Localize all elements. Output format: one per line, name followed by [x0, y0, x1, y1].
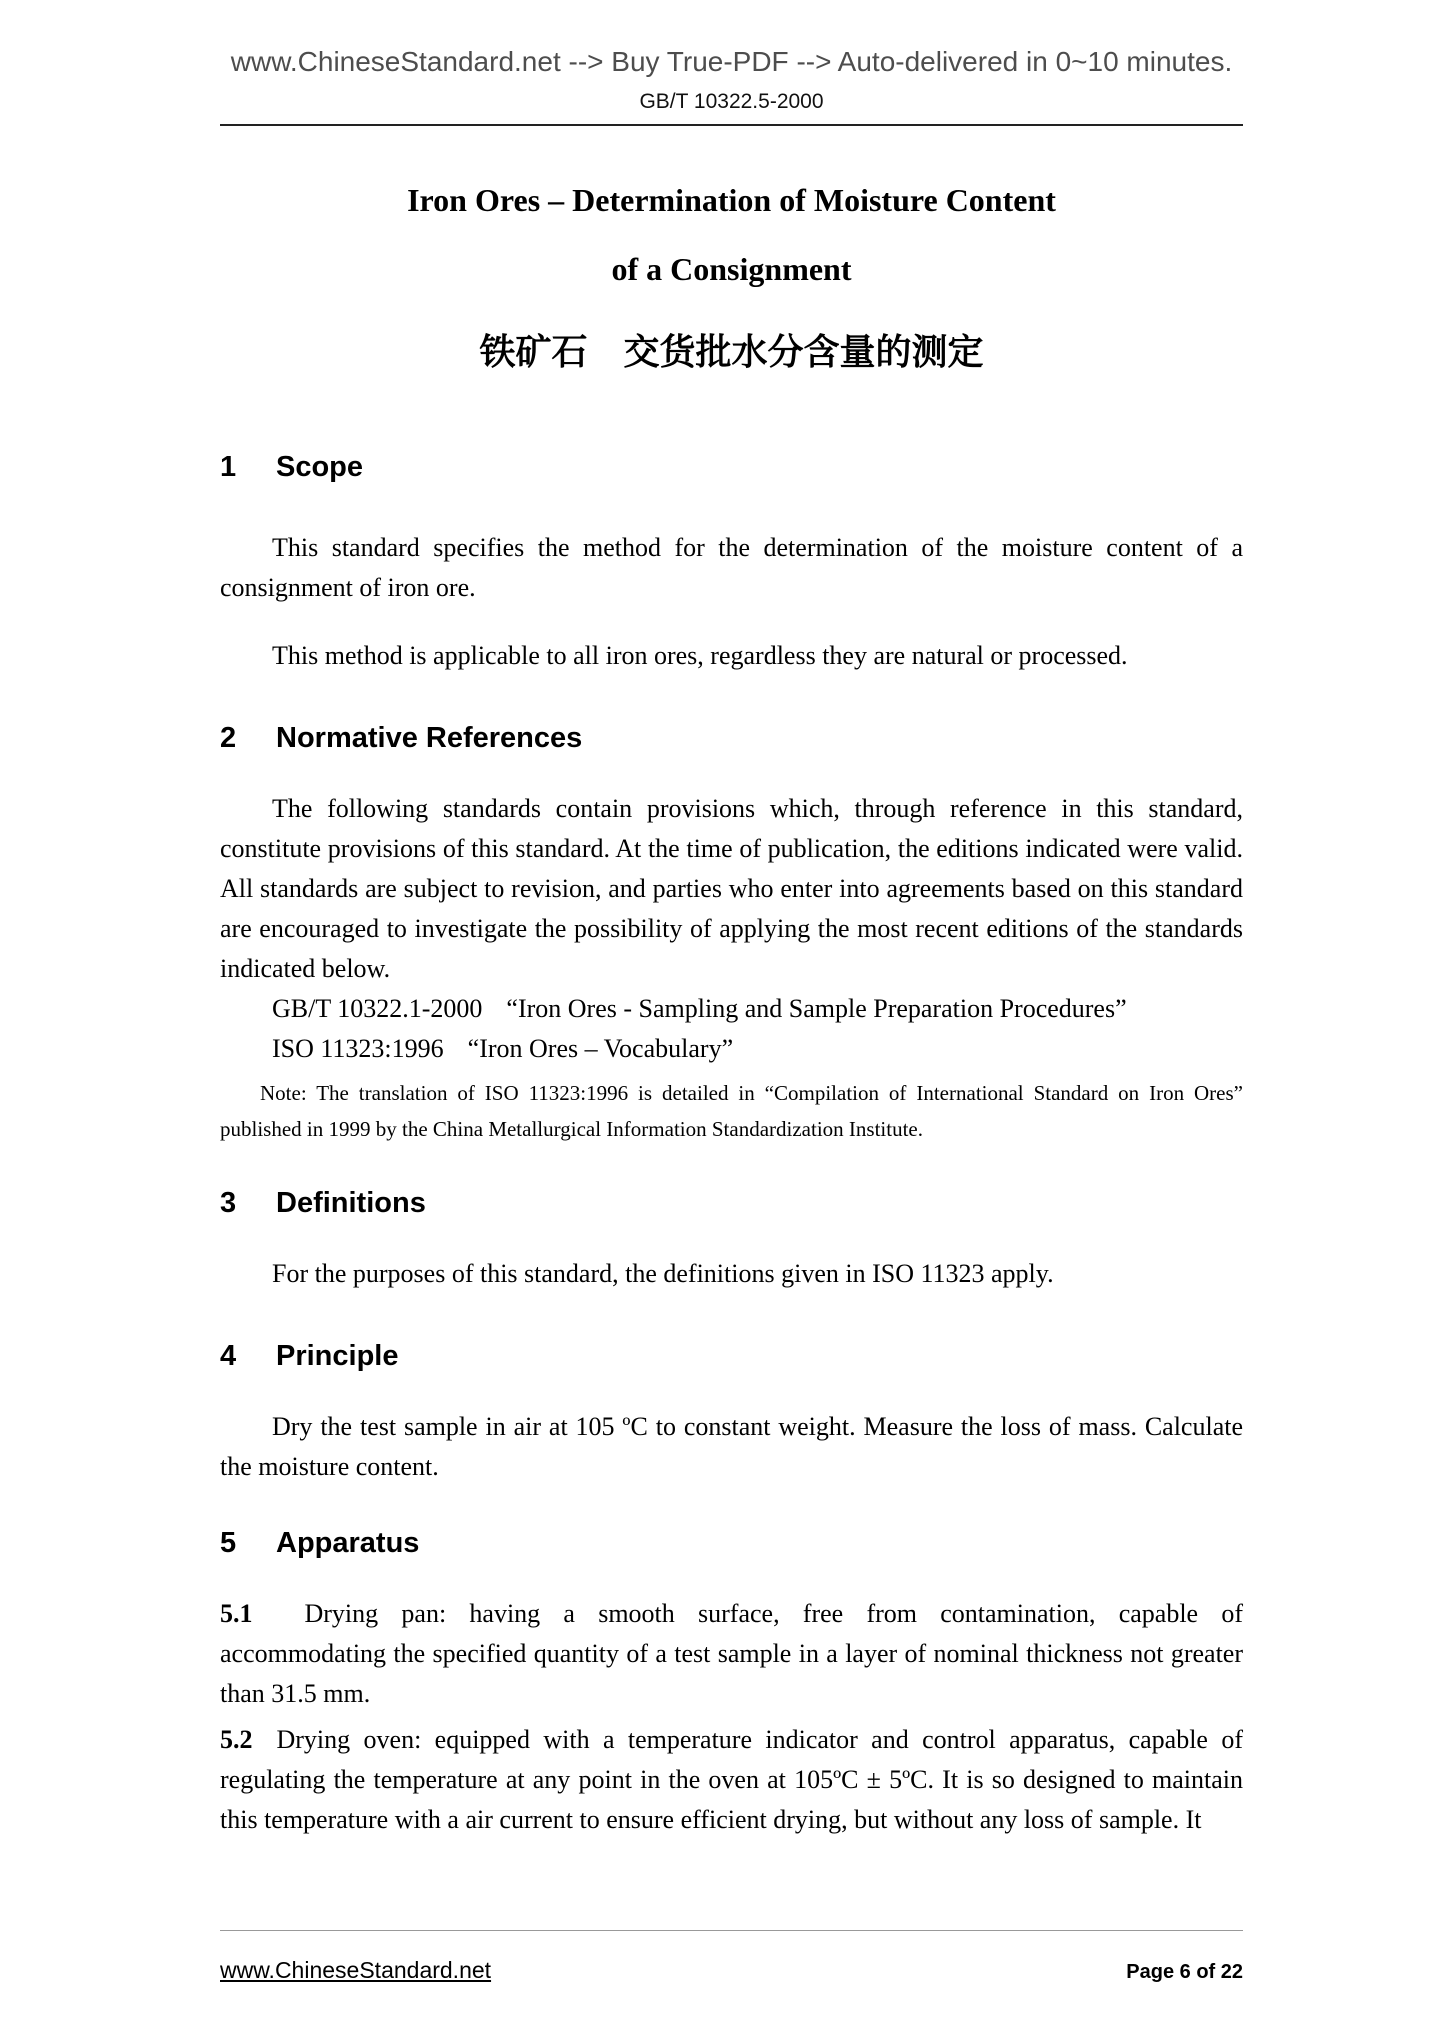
section-number: 4	[220, 1340, 237, 1372]
clause-number: 5.2	[220, 1725, 253, 1754]
paragraph-definitions-1: For the purposes of this standard, the definitions given in ISO 11323 apply.	[272, 1259, 1054, 1288]
clause-text: Drying oven: equipped with a temperature indicator and control apparatus, capable of regulating the temperature at any point in the oven at 105ºC ± 5ºC. It is so designed to maintain this temperature with a air current to ensure efficient drying, but without any loss of sample. It	[220, 1725, 1243, 1834]
section-number: 3	[220, 1187, 237, 1219]
clause-text: Drying pan: having a smooth surface, free from contamination, capable of accommodating the specified quantity of a test sample in a layer of nominal thickness not greater than 31.5 mm.	[220, 1599, 1243, 1708]
section-title: Apparatus	[276, 1527, 420, 1559]
clause-number: 5.1	[220, 1599, 253, 1628]
document-title-chinese: 铁矿石 交货批水分含量的测定	[479, 331, 984, 372]
section-heading-scope	[220, 451, 1243, 484]
clause-5-2	[220, 1720, 1243, 1840]
document-title-line-1: Iron Ores – Determination of Moisture Content	[407, 182, 1056, 218]
section-title: Definitions	[276, 1187, 426, 1219]
section-heading-definitions	[220, 1187, 1243, 1220]
reference-title: “Iron Ores – Vocabulary”	[467, 1034, 734, 1063]
header-rule	[220, 124, 1243, 126]
paragraph-normative-1: The following standards contain provisions which, through reference in this standard, constitute provisions of this standard. At the time of publication, the editions indicated were valid. All standards are subject to revision, and parties who enter into agreements based on this standard are encouraged to investigate the possibility of applying the most recent editions of the standards indicated below.	[220, 794, 1243, 983]
paragraph-principle-1: Dry the test sample in air at 105 ºC to constant weight. Measure the loss of mass. Calculate the moisture content.	[220, 1412, 1243, 1481]
section-title: Normative References	[276, 722, 583, 754]
reference-line-2	[220, 1029, 1243, 1069]
footer	[220, 1930, 1243, 1984]
reference-code: GB/T 10322.1-2000	[272, 994, 483, 1023]
section-heading-apparatus	[220, 1527, 1243, 1560]
section-title: Principle	[276, 1340, 399, 1372]
clause-5-1	[220, 1594, 1243, 1714]
reference-title: “Iron Ores - Sampling and Sample Preparation Procedures”	[506, 994, 1127, 1023]
section-heading-normative-references	[220, 722, 1243, 755]
footer-link[interactable]: www.ChineseStandard.net	[220, 1957, 492, 1983]
section-number: 5	[220, 1527, 237, 1559]
reference-code: ISO 11323:1996	[272, 1034, 444, 1063]
document-title-line-2: of a Consignment	[611, 251, 852, 287]
footer-page-label: Page 6 of 22	[1126, 1961, 1243, 1983]
section-heading-principle	[220, 1340, 1243, 1373]
header-promo: www.ChineseStandard.net --> Buy True-PDF --> Auto-delivered in 0~10 minutes.	[230, 46, 1233, 77]
section-number: 1	[220, 451, 237, 483]
reference-line-1	[220, 989, 1243, 1029]
section-number: 2	[220, 722, 237, 754]
footer-rule	[220, 1930, 1243, 1931]
doc-code: GB/T 10322.5-2000	[639, 90, 824, 113]
paragraph-scope-2: This method is applicable to all iron ores, regardless they are natural or processed.	[272, 641, 1128, 670]
paragraph-scope-1: This standard specifies the method for the determination of the moisture content of a consignment of iron ore.	[220, 533, 1243, 602]
translation-note: Note: The translation of ISO 11323:1996 is detailed in “Compilation of International Standard on Iron Ores” published in 1999 by the China Metallurgical Information Standardization Institute.	[220, 1081, 1243, 1141]
footer-row	[220, 1957, 1243, 1984]
section-title: Scope	[276, 451, 364, 483]
